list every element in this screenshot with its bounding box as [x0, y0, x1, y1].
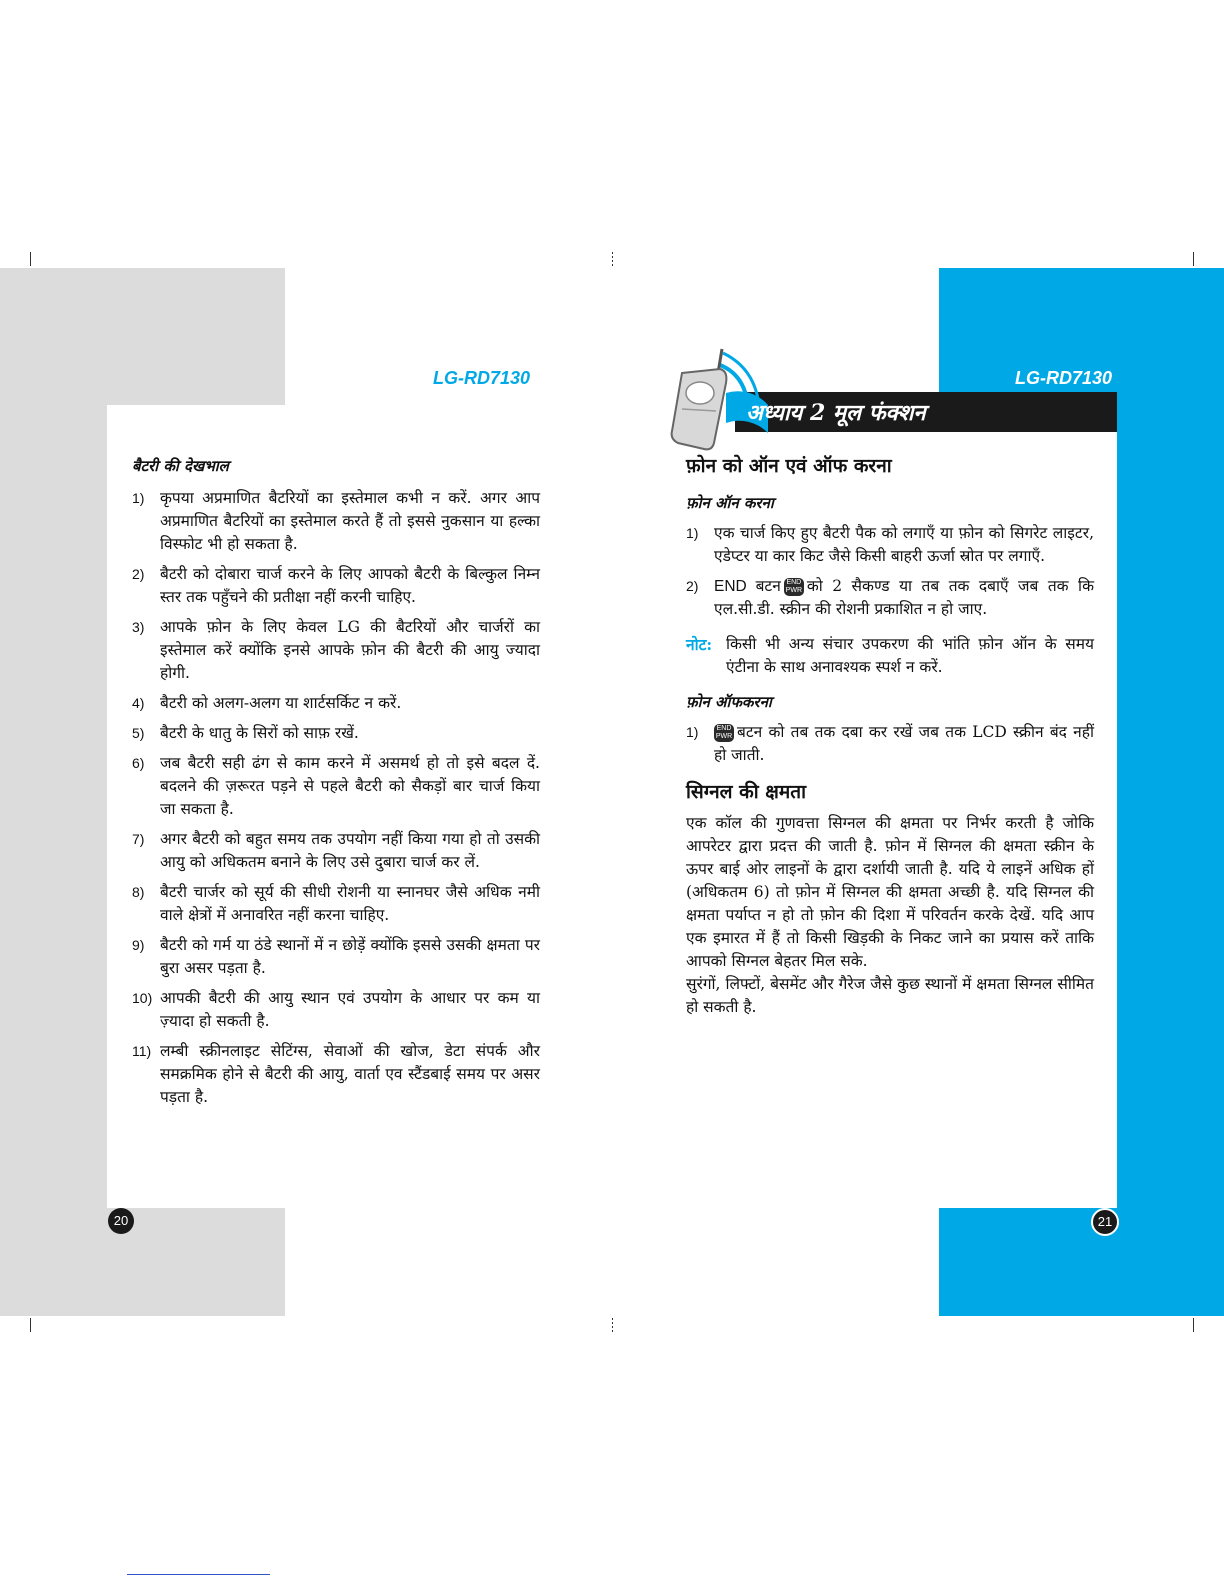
list-text: बैटरी को अलग-अलग या शार्टसर्किट न करें. [160, 694, 402, 712]
battery-care-heading: बैटरी की देखभाल [132, 457, 229, 475]
list-item [132, 616, 540, 685]
end-key-label: END [716, 725, 732, 732]
list-item [132, 987, 540, 1033]
footer-rule [127, 1574, 270, 1575]
crop-mark [612, 1318, 613, 1332]
list-text: कृपया अप्रमाणित बैटरियों का इस्तेमाल कभी न करें. अगर आप अप्रमाणित बैटरियों का इस्तेमाल करते हैं तो इससे नुकसान या हल्का विस्फोट भी हो सकता है. [160, 489, 540, 553]
end-key-sublabel: PWR [715, 733, 733, 740]
end-key-icon [784, 578, 804, 596]
crop-mark [30, 1318, 31, 1332]
left-page-gray-strip [0, 405, 107, 1208]
list-item [132, 722, 540, 745]
model-label-right: LG-RD7130 [1015, 368, 1113, 388]
crop-mark [1193, 1318, 1194, 1332]
list-number: 3) [132, 619, 145, 635]
list-number: 7) [132, 831, 145, 847]
signal-strength-title: सिग्नल की क्षमता [686, 781, 807, 803]
list-text: बैटरी चार्जर को सूर्य की सीधी रोशनी या स्नानघर जैसे अधिक नमी वाले क्षेत्रों में अनावरित नहीं करना चाहिए. [160, 883, 540, 924]
list-item [132, 692, 540, 715]
note-label: नोट: [686, 635, 713, 654]
model-label-left: LG-RD7130 [433, 368, 531, 388]
power-on-heading: फ़ोन ऑन करना [686, 494, 774, 512]
list-text: आपकी बैटरी की आयु स्थान एवं उपयोग के आधार पर कम या ज़्यादा हो सकती है. [160, 989, 540, 1030]
page-number-right: 21 [1091, 1208, 1119, 1236]
list-text: बटन को तब तक दबा कर रखें जब तक LCD स्क्रीन बंद नहीं हो जाती. [714, 723, 1094, 764]
list-text: एक चार्ज किए हुए बैटरी पैक को लगाएँ या फ़ोन को सिगरेट लाइटर, एडेप्टर या कार किट जैसे किसी बाहरी ऊर्जा स्रोत पर लगाएँ. [714, 524, 1094, 565]
list-text: बैटरी के धातु के सिरों को साफ़ रखें. [160, 724, 359, 742]
list-text: अगर बैटरी को बहुत समय तक उपयोग नहीं किया गया हो तो उसकी आयु को अधिकतम बनाने के लिए उसे दुबारा चार्ज कर लें. [160, 830, 540, 871]
list-number: 11) [132, 1043, 152, 1059]
list-number: 2) [686, 578, 699, 594]
list-item [686, 721, 1094, 767]
list-number: 8) [132, 884, 145, 900]
page-number-left: 20 [108, 1208, 134, 1234]
right-page-blue-footer [939, 1208, 1224, 1316]
signal-paragraph: सुरंगों, लिफ्टों, बेसमेंट और गैरेज जैसे कुछ स्थानों में क्षमता सिग्नल सीमित हो सकती है. [686, 975, 1094, 1016]
list-number: 4) [132, 695, 145, 711]
list-number: 10) [132, 990, 153, 1006]
right-page-content [686, 455, 1094, 1019]
list-item [132, 1040, 540, 1109]
end-key-label: END [786, 579, 802, 586]
left-page-content [132, 455, 540, 1116]
list-number: 6) [132, 755, 145, 771]
list-text: END बटन [714, 578, 781, 595]
list-text: जब बैटरी सही ढंग से काम करने में असमर्थ हो तो इसे बदल दें. बदलने की ज़रूरत पड़ने से पहले बैटरी को सैकड़ों बार चार्ज किया जा सकता है. [160, 754, 540, 818]
crop-mark [1193, 252, 1194, 266]
list-number: 1) [686, 724, 699, 740]
note [686, 633, 1094, 679]
left-page-gray-footer [0, 1208, 285, 1316]
list-text: आपके फ़ोन के लिए केवल LG की बैटरियों और चार्जरों का इस्तेमाल करें क्योंकि इनसे आपके फ़ोन की बैटरी की आयु ज्यादा होगी. [160, 618, 540, 682]
list-item [132, 934, 540, 980]
left-page-gray-panel [0, 268, 285, 405]
list-text: बैटरी को गर्म या ठंडे स्थानों में न छोड़ें क्योंकि इससे उसकी क्षमता पर बुरा असर पड़ता है. [160, 936, 540, 977]
note-text: किसी भी अन्य संचार उपकरण की भांति फ़ोन ऑन के समय एंटीना के साथ अनावश्यक स्पर्श न करें. [726, 635, 1094, 676]
end-key-sublabel: PWR [785, 587, 803, 594]
signal-paragraph: एक कॉल की गुणवत्ता सिग्नल की क्षमता पर निर्भर करती है जोकि आपरेटर द्वारा प्रदत्त की जाती है. फ़ोन में सिग्नल की क्षमता स्क्रीन के ऊपर बाई ओर लाइनों के द्वारा दर्शायी जाती है. यदि ये लाइनें अधिक हों (अधिकतम 6) तो फ़ोन में सिग्नल की क्षमता अच्छी है. यदि सिग्नल की क्षमता पर्याप्त न हो तो फ़ोन की दिशा में परिवर्तन करके देखें. यदि आप एक इमारत में हैं तो किसी खिड़की के निकट जाने का प्रयास करें ताकि आपको सिग्नल बेहतर मिल सके. [686, 814, 1094, 970]
list-number: 1) [132, 490, 145, 506]
list-item [132, 752, 540, 821]
list-item [132, 487, 540, 556]
list-item [132, 563, 540, 609]
list-item [686, 522, 1094, 568]
list-number: 9) [132, 937, 145, 953]
power-off-heading: फ़ोन ऑफकरना [686, 693, 772, 711]
list-text: को 2 सैकण्ड या तब तक दबाएँ जब तक कि एल.सी.डी. स्क्रीन की रोशनी प्रकाशित न हो जाए. [714, 577, 1094, 618]
list-text: बैटरी को दोबारा चार्ज करने के लिए आपको बैटरी के बिल्कुल निम्न स्तर तक पहुँचने की प्रतीक्षा नहीं करनी चाहिए. [160, 565, 540, 606]
list-number: 2) [132, 566, 145, 582]
crop-mark [612, 252, 613, 266]
list-item [132, 828, 540, 874]
list-number: 5) [132, 725, 145, 741]
crop-mark [30, 252, 31, 266]
list-number: 1) [686, 525, 699, 541]
list-item [686, 575, 1094, 621]
list-item [132, 881, 540, 927]
chapter-title: अध्याय 2 मूल फंक्शन [746, 400, 926, 426]
end-key-icon [714, 724, 734, 742]
list-text: लम्बी स्क्रीनलाइट सेटिंग्स, सेवाओं की खोज, डेटा संपर्क और समक्रमिक होने से बैटरी की आयु, वार्ता एव स्टैंडबाई समय पर असर पड़ता है. [160, 1042, 540, 1106]
right-page-blue-strip [1117, 392, 1224, 1208]
power-on-off-title: फ़ोन को ऑन एवं ऑफ करना [686, 455, 892, 477]
